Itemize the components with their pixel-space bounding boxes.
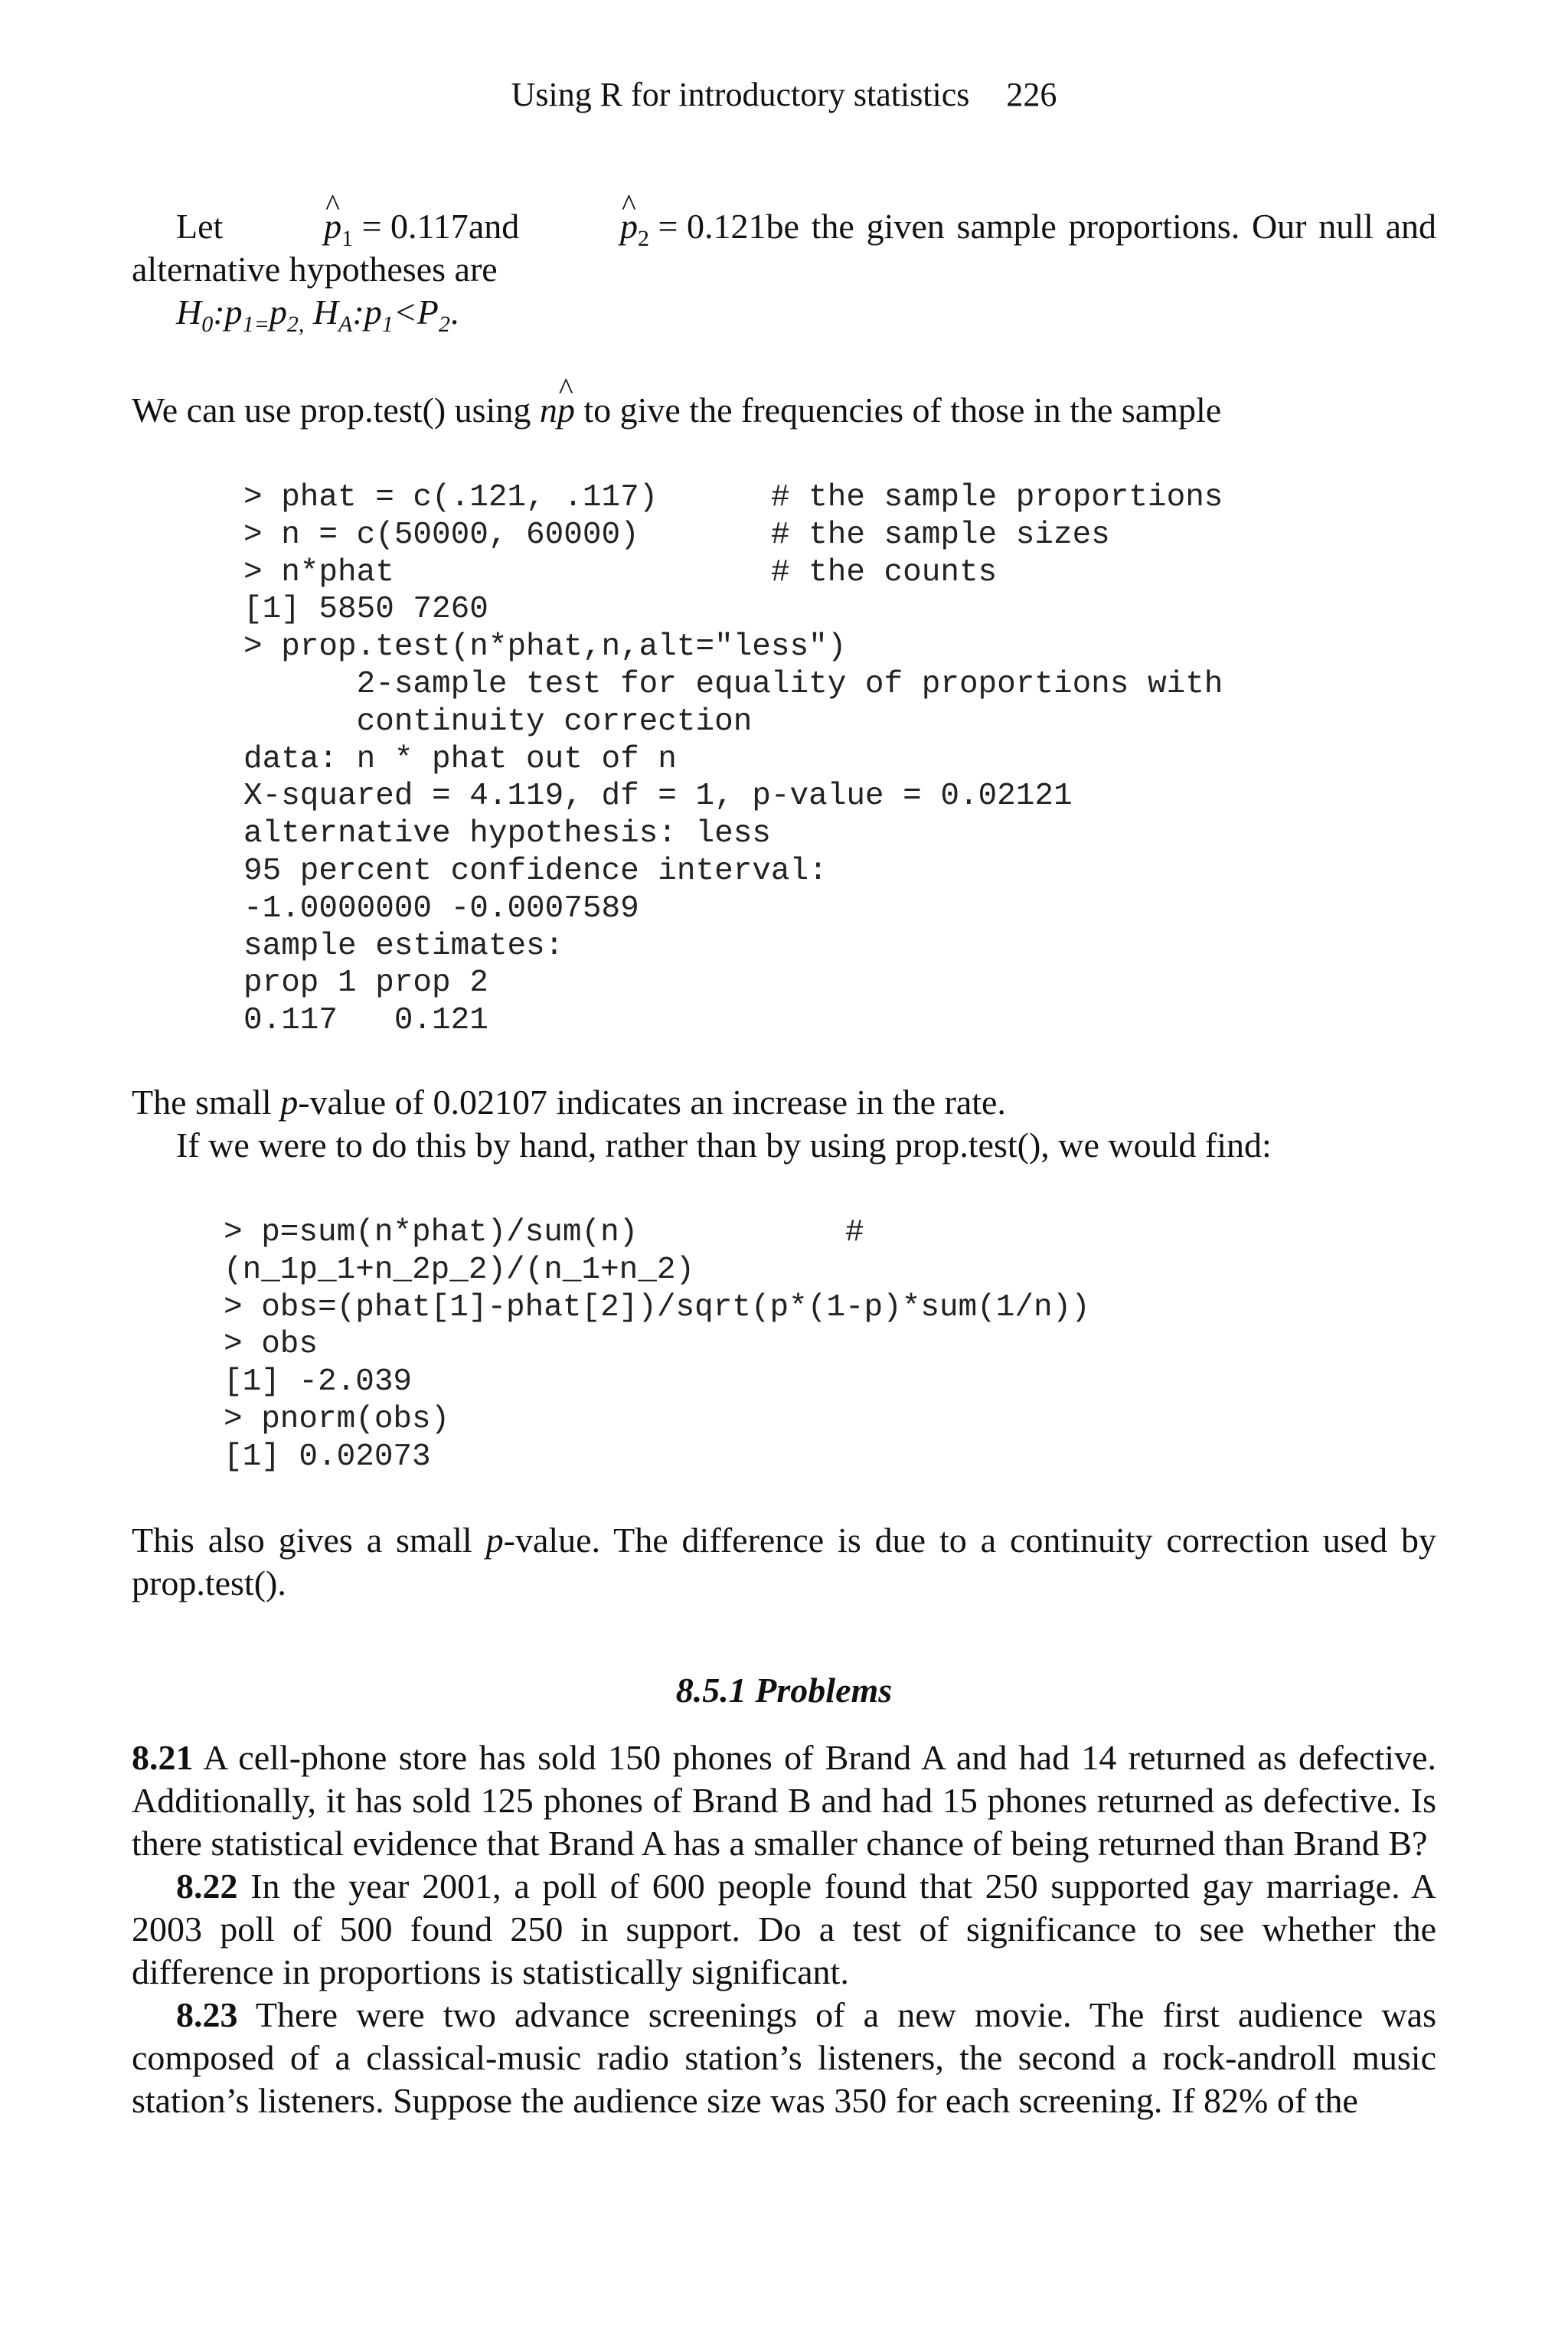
r-code-block-2: > p=sum(n*phat)/sum(n) # (n_1p_1+n_2p_2)/(n_1+n_2) > obs=(phat[1]-phat[2])/sqrt(p*(1-p)*sum(1/n)) > obs [1] -2.039 > pnorm(obs) [1] 0.02073 [224,1215,1090,1475]
page-number: 226 [1006,76,1057,113]
by-hand-sentence: If we were to do this by hand, rather than by using prop.test(), we would find: [176,1125,1272,1165]
continuity-paragraph: This also gives a small p-value. The difference is due to a continuity correction used by prop.test(). [132,1521,1437,1602]
problem-item: 8.23 There were two advance screenings of a new movie. The first audience was composed of a classical-music radio station’s listeners, the second a rock-androll music station’s listeners. Suppose the audience size was 350 for each screening. If 82% of the [132,1995,1436,2120]
intro-text: Let ^ $p_1 = 0.117and$ ^ $p_2 = 0.121be$ the given sample proportions. Our null and alternative hypotheses are [132,205,1436,291]
use-sentence: We can use prop.test() using n^ p to give the frequencies of those in the sample [132,389,1436,432]
p1-hat-formula: ^ $p_1 = 0.117$ [235,205,469,248]
problem-item: 8.22 In the year 2001, a poll of 600 people found that 250 supported gay marriage. A 2003 poll of 500 found 250 in support. Do a test of significance to see whether the difference in proportions is statistically significant. [132,1867,1436,1991]
running-header [0,74,1568,116]
np-hat-formula: n^ p [540,389,575,432]
hypotheses: $H_0:p_{1=}p_{2,}$ $H_A:p_1<P_2$. [176,292,459,338]
result-paragraph: The small p-value of 0.02107 indicates an increase in the rate. If we were to do this by hand, rather than by using prop.test(), we would find: [132,1081,1436,1167]
p2-hat-formula: ^ $p_2 = 0.121$ [531,205,766,248]
intro-paragraph [132,205,1436,338]
header-title: Using R for introductory statistics [511,76,970,113]
problem-item: 8.21 A cell-phone store has sold 150 phones of Brand A and had 14 returned as defective. Additionally, it has sold 125 phones of Brand B and had 15 phones returned as defective. Is there statistical evidence that Brand A has a smaller chance of being returned than Brand B? [132,1738,1436,1863]
section-title: 8.5.1 Problems [675,1671,893,1710]
problems-list [132,1736,1436,2122]
r-code-block-1: > phat = c(.121, .117) # the sample proportions > n = c(50000, 60000) # the sample sizes > n*phat # the counts [1] 5850 7260 > prop.test(n*phat,n,alt="less") 2-sample test for equality of proportions with continuity correction data: n * phat out of n X-squared = 4.119, df = 1, p-value = 0.02121 alternative hypothesis: less 95 percent confidence interval: -1.0000000 -0.0007589 sample estimates: prop 1 prop 2 0.117 0.121 [243,480,1223,1039]
